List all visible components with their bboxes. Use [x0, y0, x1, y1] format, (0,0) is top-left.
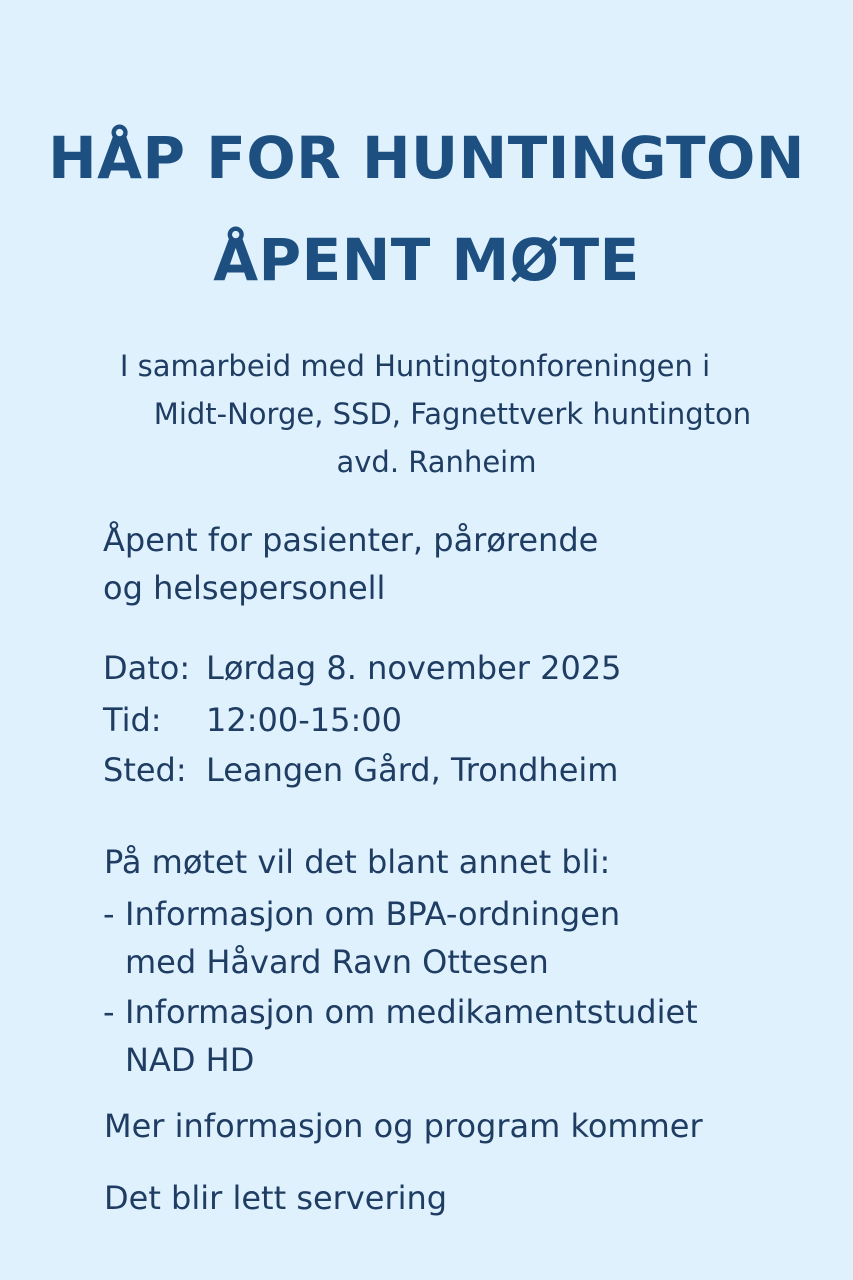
audience-line-1: Åpent for pasienter, pårørende: [103, 521, 599, 559]
agenda-item-2-line-1: Informasjon om medikamentstudiet: [125, 993, 698, 1031]
date-label: Dato:: [103, 649, 191, 687]
agenda-item-2-line-2: NAD HD: [125, 1041, 255, 1079]
poster-title-line-2: ÅPENT MØTE: [213, 226, 640, 294]
time-value: 12:00-15:00: [206, 701, 402, 739]
date-value: Lørdag 8. november 2025: [206, 649, 622, 687]
agenda-item-1-line-2: med Håvard Ravn Ottesen: [125, 943, 549, 981]
agenda-intro: På møtet vil det blant annet bli:: [104, 843, 611, 881]
agenda-bullet-dash: -: [103, 895, 115, 933]
agenda-item-1-line-1: Informasjon om BPA-ordningen: [125, 895, 621, 933]
place-value: Leangen Gård, Trondheim: [206, 751, 619, 789]
collaboration-line-2: Midt-Norge, SSD, Fagnettverk huntington: [153, 397, 752, 431]
collaboration-line-1: I samarbeid med Huntingtonforeningen i: [119, 349, 711, 383]
serving-text: Det blir lett servering: [104, 1179, 448, 1217]
agenda-bullet-dash: -: [103, 993, 115, 1031]
place-label: Sted:: [103, 751, 187, 789]
collaboration-line-3: avd. Ranheim: [336, 445, 537, 479]
audience-line-2: og helsepersonell: [103, 569, 386, 607]
time-label: Tid:: [103, 701, 162, 739]
more-info-text: Mer informasjon og program kommer: [104, 1107, 703, 1145]
poster-title-line-1: HÅP FOR HUNTINGTON: [48, 124, 805, 192]
